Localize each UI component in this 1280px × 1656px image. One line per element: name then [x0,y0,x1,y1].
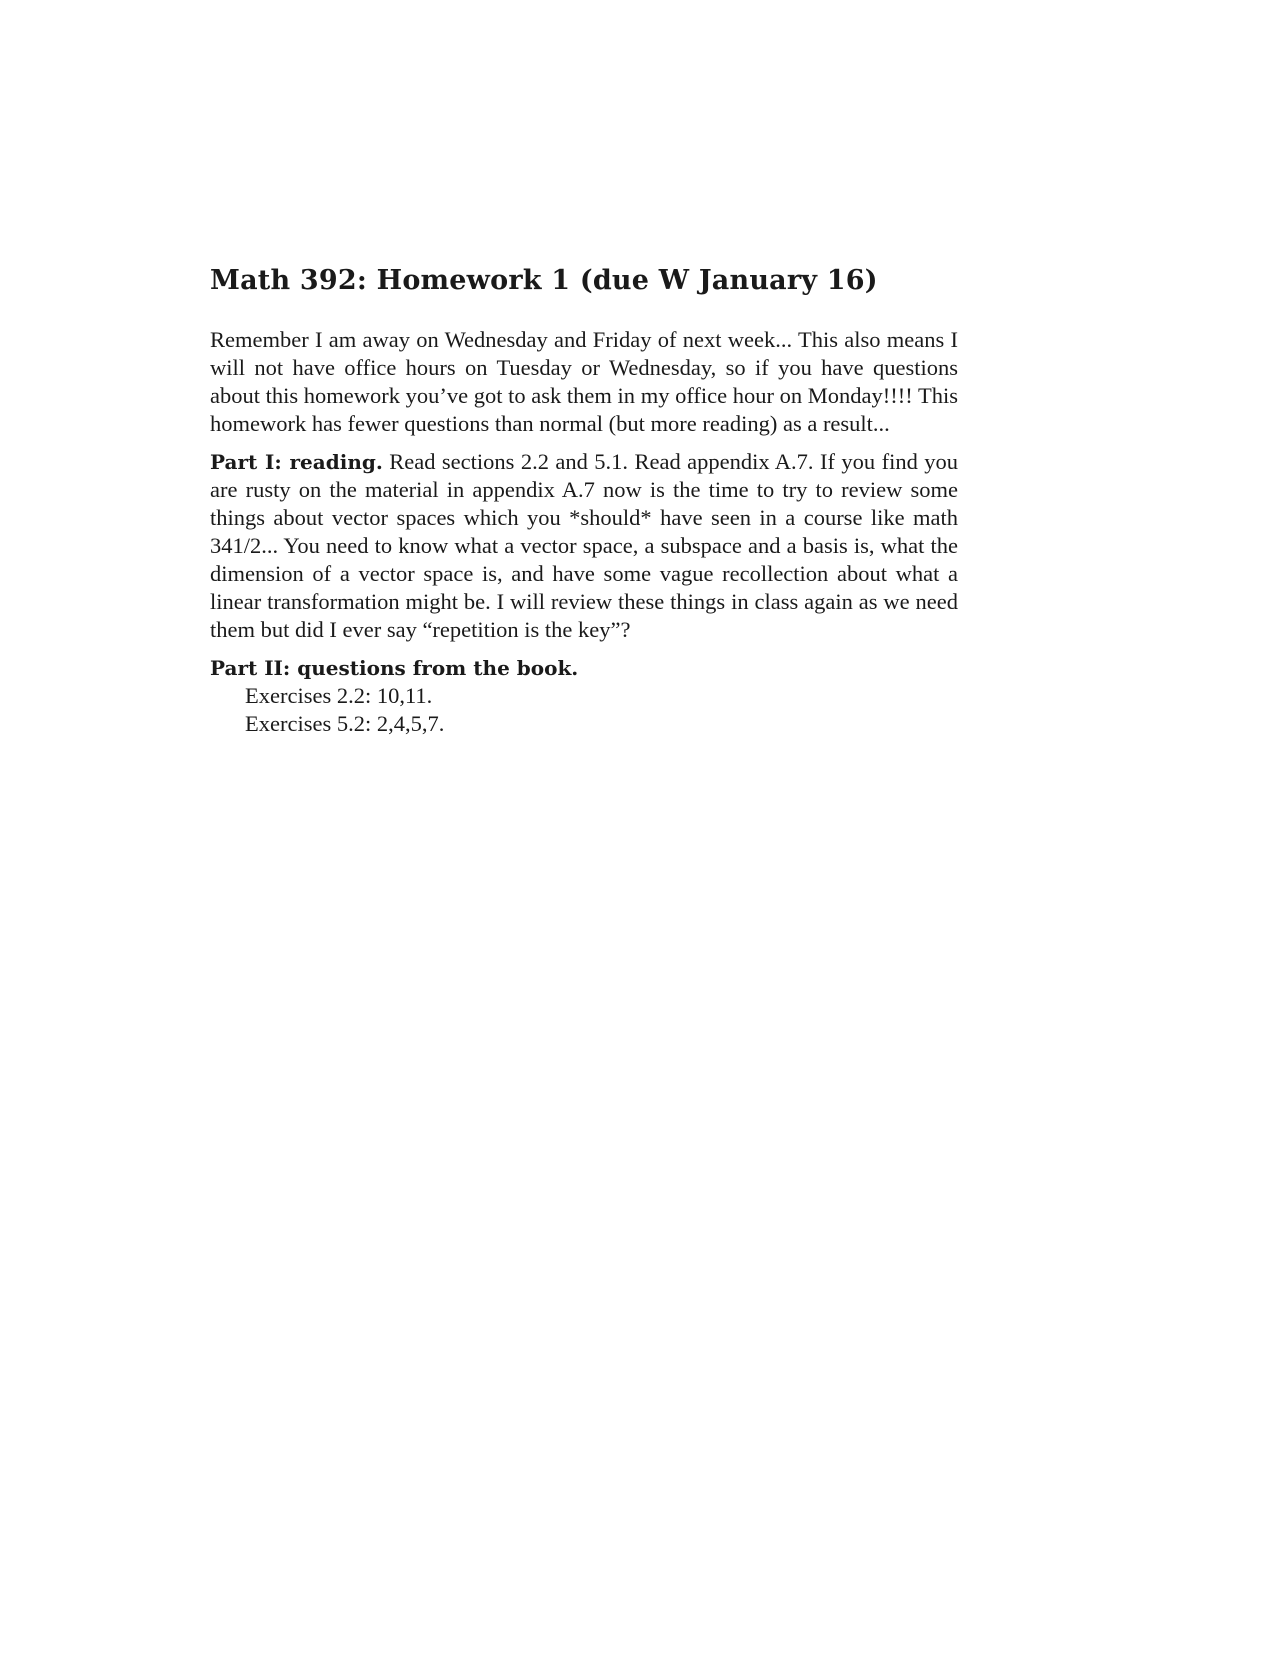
part1-paragraph [210,448,958,644]
document-page [210,262,958,738]
part2-heading: Part II: questions from the book. [210,656,579,680]
list-item: Exercises 2.2: 10,11. [245,683,433,708]
intro-paragraph: Remember I am away on Wednesday and Friday of next week... This also means I will not have office hours on Tuesday or Wednesday, so if you have questions about this homework you’ve got to ask them in my office hour on Monday!!!! This homework has fewer questions than normal (but more reading) as a result... [210,327,958,436]
part1-body: Read sections 2.2 and 5.1. Read appendix A.7. If you find you are rusty on the material in appendix A.7 now is the time to try to review some things about vector spaces which you *should* have seen in a course like math 341/2... You need to know what a vector space, a subspace and a basis is, what the dimension of a vector space is, and have some vague recollection about what a linear transformation might be. I will review these things in class again as we need them but did I ever say “repetition is the key”? [210,449,958,642]
page-title: Math 392: Homework 1 (due W January 16) [210,265,878,296]
part1-heading: Part I: reading. [210,450,383,474]
list-item: Exercises 5.2: 2,4,5,7. [245,711,445,736]
exercise-list [210,682,958,738]
